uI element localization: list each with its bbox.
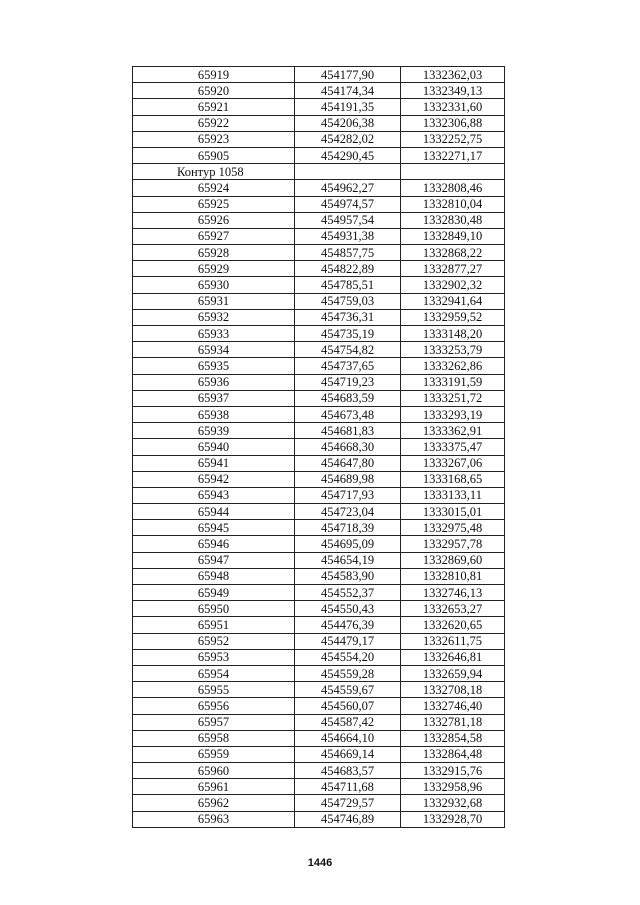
point-number-cell: 65955 xyxy=(133,682,295,698)
point-number-cell: 65959 xyxy=(133,746,295,762)
point-number-cell: 65947 xyxy=(133,552,295,568)
y-coordinate-cell: 1332915,76 xyxy=(401,763,505,779)
x-coordinate-cell: 454664,10 xyxy=(295,730,401,746)
page-number: 1446 xyxy=(307,857,333,869)
table-row xyxy=(133,471,505,487)
x-coordinate-cell: 454736,31 xyxy=(295,309,401,325)
table-row xyxy=(133,714,505,730)
y-coordinate-cell: 1333267,06 xyxy=(401,455,505,471)
x-coordinate-cell: 454673,48 xyxy=(295,406,401,422)
point-number-cell: 65929 xyxy=(133,261,295,277)
table-row xyxy=(133,326,505,342)
table-row xyxy=(133,115,505,131)
point-number-cell: 65919 xyxy=(133,67,295,83)
point-number-cell: 65940 xyxy=(133,439,295,455)
x-coordinate-cell: 454174,34 xyxy=(295,83,401,99)
empty-cell xyxy=(295,164,401,180)
table-row xyxy=(133,245,505,261)
y-coordinate-cell: 1332611,75 xyxy=(401,633,505,649)
point-number-cell: 65941 xyxy=(133,455,295,471)
table-row xyxy=(133,261,505,277)
x-coordinate-cell: 454559,28 xyxy=(295,665,401,681)
point-number-cell: 65956 xyxy=(133,698,295,714)
table-row xyxy=(133,665,505,681)
x-coordinate-cell: 454191,35 xyxy=(295,99,401,115)
x-coordinate-cell: 454550,43 xyxy=(295,601,401,617)
x-coordinate-cell: 454711,68 xyxy=(295,779,401,795)
x-coordinate-cell: 454681,83 xyxy=(295,423,401,439)
point-number-cell: 65942 xyxy=(133,471,295,487)
point-number-cell: 65930 xyxy=(133,277,295,293)
x-coordinate-cell: 454689,98 xyxy=(295,471,401,487)
table-row xyxy=(133,585,505,601)
y-coordinate-cell: 1332830,48 xyxy=(401,212,505,228)
x-coordinate-cell: 454668,30 xyxy=(295,439,401,455)
y-coordinate-cell: 1332810,81 xyxy=(401,568,505,584)
point-number-cell: 65931 xyxy=(133,293,295,309)
point-number-cell: 65923 xyxy=(133,131,295,147)
y-coordinate-cell: 1332902,32 xyxy=(401,277,505,293)
y-coordinate-cell: 1332810,04 xyxy=(401,196,505,212)
y-coordinate-cell: 1332362,03 xyxy=(401,67,505,83)
table-row xyxy=(133,795,505,811)
y-coordinate-cell: 1332271,17 xyxy=(401,147,505,163)
x-coordinate-cell: 454957,54 xyxy=(295,212,401,228)
x-coordinate-cell: 454729,57 xyxy=(295,795,401,811)
table-row xyxy=(133,682,505,698)
x-coordinate-cell: 454479,17 xyxy=(295,633,401,649)
x-coordinate-cell: 454718,39 xyxy=(295,520,401,536)
table-row xyxy=(133,180,505,196)
y-coordinate-cell: 1332958,96 xyxy=(401,779,505,795)
y-coordinate-cell: 1333293,19 xyxy=(401,406,505,422)
table-row xyxy=(133,504,505,520)
table-row xyxy=(133,309,505,325)
table-row xyxy=(133,698,505,714)
y-coordinate-cell: 1333262,86 xyxy=(401,358,505,374)
point-number-cell: 65958 xyxy=(133,730,295,746)
y-coordinate-cell: 1333168,65 xyxy=(401,471,505,487)
point-number-cell: 65926 xyxy=(133,212,295,228)
x-coordinate-cell: 454737,65 xyxy=(295,358,401,374)
table-row xyxy=(133,455,505,471)
y-coordinate-cell: 1332306,88 xyxy=(401,115,505,131)
y-coordinate-cell: 1332941,64 xyxy=(401,293,505,309)
point-number-cell: 65933 xyxy=(133,326,295,342)
y-coordinate-cell: 1332746,40 xyxy=(401,698,505,714)
table-row xyxy=(133,406,505,422)
y-coordinate-cell: 1332808,46 xyxy=(401,180,505,196)
x-coordinate-cell: 454683,59 xyxy=(295,390,401,406)
x-coordinate-cell: 454931,38 xyxy=(295,228,401,244)
x-coordinate-cell: 454974,57 xyxy=(295,196,401,212)
y-coordinate-cell: 1332349,13 xyxy=(401,83,505,99)
table-row xyxy=(133,746,505,762)
contour-name: Контур 1058 xyxy=(133,164,295,180)
x-coordinate-cell: 454719,23 xyxy=(295,374,401,390)
x-coordinate-cell: 454654,19 xyxy=(295,552,401,568)
table-row xyxy=(133,358,505,374)
table-row xyxy=(133,423,505,439)
point-number-cell: 65954 xyxy=(133,665,295,681)
table-row xyxy=(133,67,505,83)
point-number-cell: 65949 xyxy=(133,585,295,601)
y-coordinate-cell: 1332854,58 xyxy=(401,730,505,746)
y-coordinate-cell: 1332864,48 xyxy=(401,746,505,762)
table-row xyxy=(133,811,505,827)
table-row xyxy=(133,649,505,665)
point-number-cell: 65928 xyxy=(133,245,295,261)
y-coordinate-cell: 1332975,48 xyxy=(401,520,505,536)
y-coordinate-cell: 1333375,47 xyxy=(401,439,505,455)
empty-cell xyxy=(401,164,505,180)
y-coordinate-cell: 1332868,22 xyxy=(401,245,505,261)
point-number-cell: 65938 xyxy=(133,406,295,422)
point-number-cell: 65922 xyxy=(133,115,295,131)
x-coordinate-cell: 454746,89 xyxy=(295,811,401,827)
y-coordinate-cell: 1332653,27 xyxy=(401,601,505,617)
x-coordinate-cell: 454206,38 xyxy=(295,115,401,131)
table-row xyxy=(133,730,505,746)
point-number-cell: 65935 xyxy=(133,358,295,374)
x-coordinate-cell: 454587,42 xyxy=(295,714,401,730)
table-row xyxy=(133,99,505,115)
point-number-cell: 65957 xyxy=(133,714,295,730)
table-row xyxy=(133,779,505,795)
y-coordinate-cell: 1333362,91 xyxy=(401,423,505,439)
point-number-cell: 65905 xyxy=(133,147,295,163)
y-coordinate-cell: 1332252,75 xyxy=(401,131,505,147)
table-row xyxy=(133,536,505,552)
y-coordinate-cell: 1332620,65 xyxy=(401,617,505,633)
x-coordinate-cell: 454822,89 xyxy=(295,261,401,277)
point-number-cell: 65936 xyxy=(133,374,295,390)
x-coordinate-cell: 454717,93 xyxy=(295,487,401,503)
x-coordinate-cell: 454560,07 xyxy=(295,698,401,714)
x-coordinate-cell: 454647,80 xyxy=(295,455,401,471)
point-number-cell: 65953 xyxy=(133,649,295,665)
x-coordinate-cell: 454552,37 xyxy=(295,585,401,601)
y-coordinate-cell: 1333191,59 xyxy=(401,374,505,390)
table-row xyxy=(133,601,505,617)
x-coordinate-cell: 454785,51 xyxy=(295,277,401,293)
table-row xyxy=(133,228,505,244)
x-coordinate-cell: 454177,90 xyxy=(295,67,401,83)
y-coordinate-cell: 1332869,60 xyxy=(401,552,505,568)
x-coordinate-cell: 454583,90 xyxy=(295,568,401,584)
point-number-cell: 65948 xyxy=(133,568,295,584)
y-coordinate-cell: 1333251,72 xyxy=(401,390,505,406)
x-coordinate-cell: 454759,03 xyxy=(295,293,401,309)
table-row xyxy=(133,763,505,779)
table-row xyxy=(133,487,505,503)
y-coordinate-cell: 1333133,11 xyxy=(401,487,505,503)
point-number-cell: 65934 xyxy=(133,342,295,358)
y-coordinate-cell: 1333015,01 xyxy=(401,504,505,520)
point-number-cell: 65946 xyxy=(133,536,295,552)
table-row xyxy=(133,439,505,455)
point-number-cell: 65937 xyxy=(133,390,295,406)
x-coordinate-cell: 454754,82 xyxy=(295,342,401,358)
table-row xyxy=(133,342,505,358)
point-number-cell: 65920 xyxy=(133,83,295,99)
y-coordinate-cell: 1332957,78 xyxy=(401,536,505,552)
table-row xyxy=(133,374,505,390)
y-coordinate-cell: 1332331,60 xyxy=(401,99,505,115)
table-row xyxy=(133,552,505,568)
point-number-cell: 65944 xyxy=(133,504,295,520)
x-coordinate-cell: 454723,04 xyxy=(295,504,401,520)
point-number-cell: 65927 xyxy=(133,228,295,244)
y-coordinate-cell: 1332877,27 xyxy=(401,261,505,277)
point-number-cell: 65924 xyxy=(133,180,295,196)
x-coordinate-cell: 454282,02 xyxy=(295,131,401,147)
y-coordinate-cell: 1333148,20 xyxy=(401,326,505,342)
table-row xyxy=(133,390,505,406)
y-coordinate-cell: 1333253,79 xyxy=(401,342,505,358)
point-number-cell: 65950 xyxy=(133,601,295,617)
point-number-cell: 65932 xyxy=(133,309,295,325)
point-number-cell: 65961 xyxy=(133,779,295,795)
y-coordinate-cell: 1332928,70 xyxy=(401,811,505,827)
table-row xyxy=(133,212,505,228)
y-coordinate-cell: 1332708,18 xyxy=(401,682,505,698)
y-coordinate-cell: 1332959,52 xyxy=(401,309,505,325)
point-number-cell: 65963 xyxy=(133,811,295,827)
y-coordinate-cell: 1332932,68 xyxy=(401,795,505,811)
x-coordinate-cell: 454962,27 xyxy=(295,180,401,196)
y-coordinate-cell: 1332746,13 xyxy=(401,585,505,601)
table-row xyxy=(133,568,505,584)
coordinates-table xyxy=(132,66,505,828)
point-number-cell: 65921 xyxy=(133,99,295,115)
y-coordinate-cell: 1332646,81 xyxy=(401,649,505,665)
x-coordinate-cell: 454669,14 xyxy=(295,746,401,762)
point-number-cell: 65960 xyxy=(133,763,295,779)
point-number-cell: 65939 xyxy=(133,423,295,439)
point-number-cell: 65945 xyxy=(133,520,295,536)
x-coordinate-cell: 454735,19 xyxy=(295,326,401,342)
table-row xyxy=(133,633,505,649)
point-number-cell: 65925 xyxy=(133,196,295,212)
point-number-cell: 65943 xyxy=(133,487,295,503)
x-coordinate-cell: 454559,67 xyxy=(295,682,401,698)
x-coordinate-cell: 454857,75 xyxy=(295,245,401,261)
point-number-cell: 65952 xyxy=(133,633,295,649)
y-coordinate-cell: 1332849,10 xyxy=(401,228,505,244)
x-coordinate-cell: 454683,57 xyxy=(295,763,401,779)
x-coordinate-cell: 454476,39 xyxy=(295,617,401,633)
contour-header-row xyxy=(133,164,505,180)
table-row xyxy=(133,147,505,163)
point-number-cell: 65951 xyxy=(133,617,295,633)
x-coordinate-cell: 454554,20 xyxy=(295,649,401,665)
x-coordinate-cell: 454290,45 xyxy=(295,147,401,163)
y-coordinate-cell: 1332781,18 xyxy=(401,714,505,730)
table-row xyxy=(133,277,505,293)
table-row xyxy=(133,83,505,99)
table-row xyxy=(133,196,505,212)
point-number-cell: 65962 xyxy=(133,795,295,811)
table-row xyxy=(133,131,505,147)
coordinates-table-body xyxy=(133,67,505,828)
table-row xyxy=(133,293,505,309)
y-coordinate-cell: 1332659,94 xyxy=(401,665,505,681)
table-row xyxy=(133,617,505,633)
table-row xyxy=(133,520,505,536)
x-coordinate-cell: 454695,09 xyxy=(295,536,401,552)
